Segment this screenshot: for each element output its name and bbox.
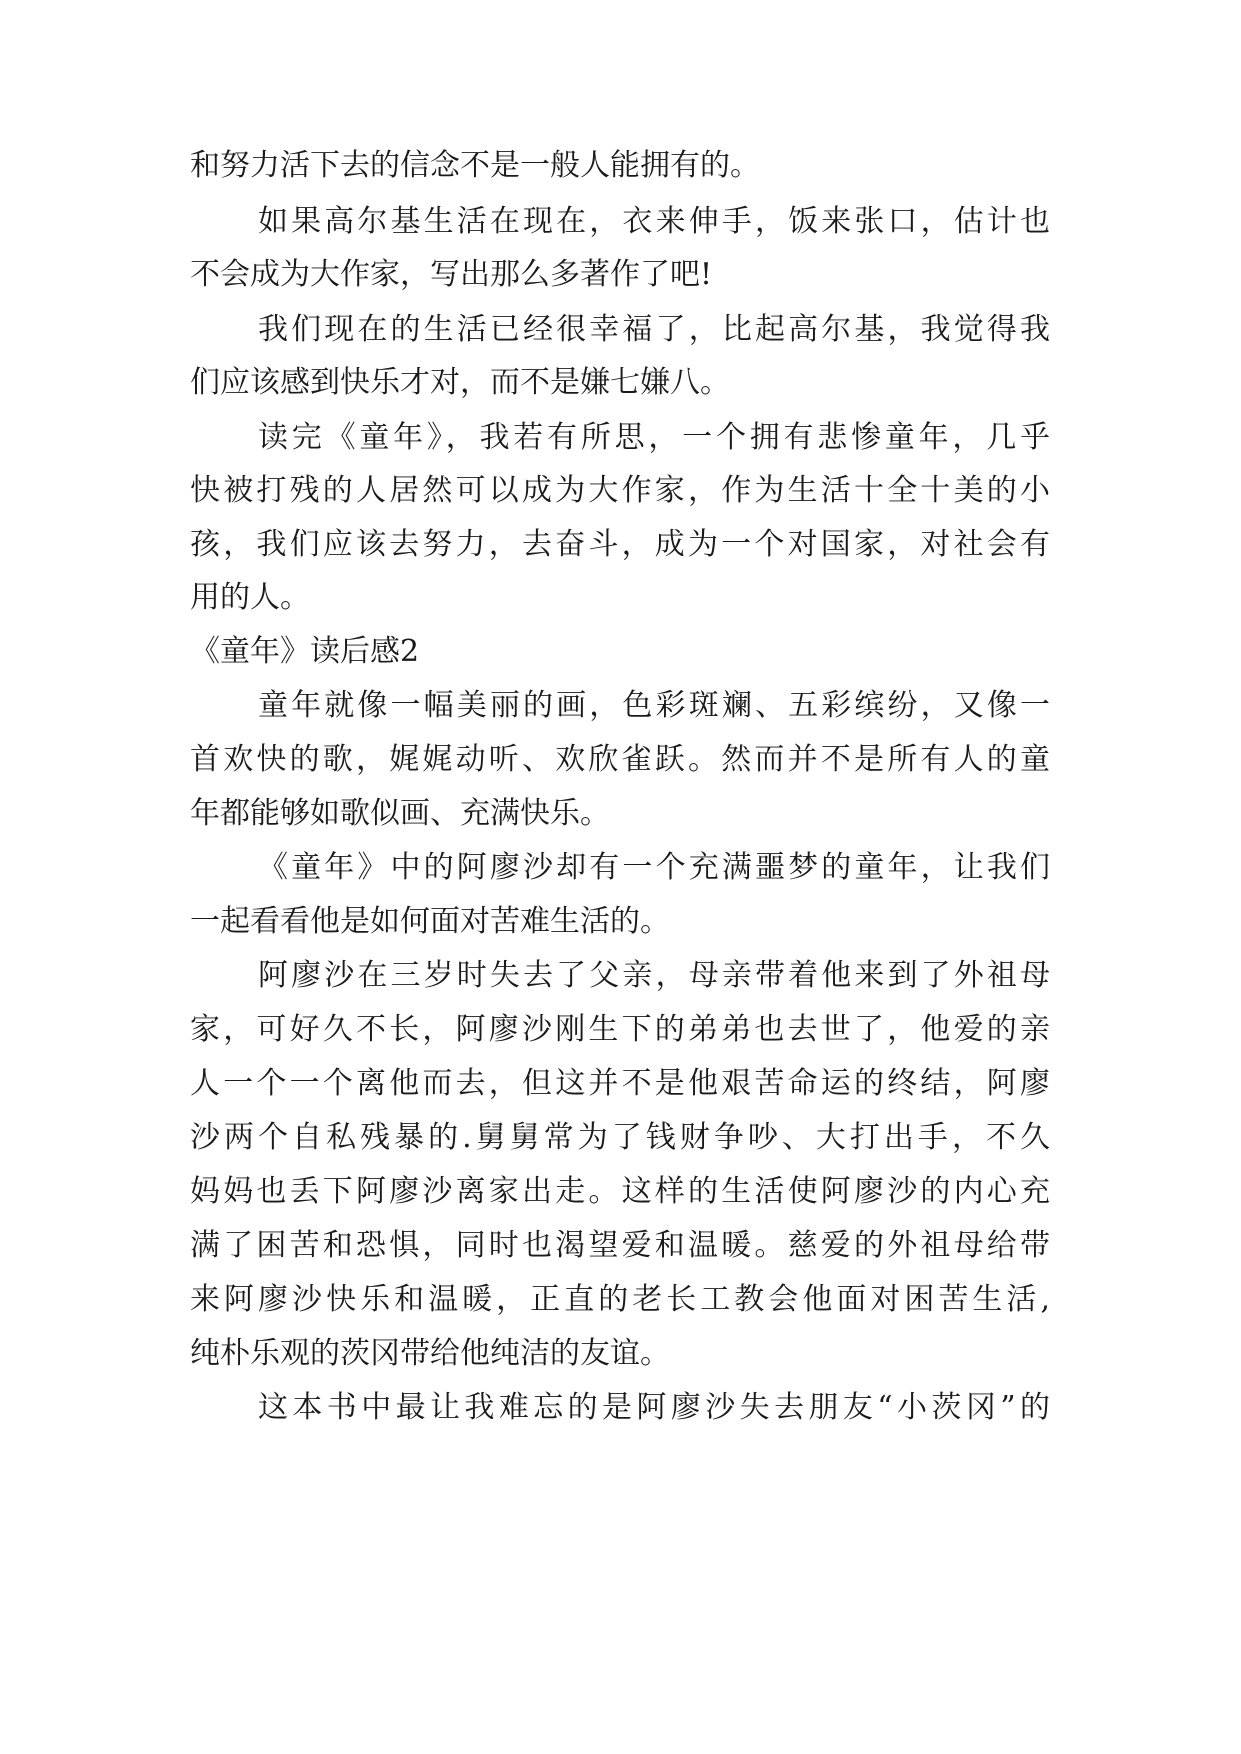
text-line: 人一个一个离他而去，但这并不是他艰苦命运的终结，阿廖 <box>190 1066 1050 1101</box>
paragraph-first-line: 童年就像一幅美丽的画，色彩斑斓、五彩缤纷，又像一 <box>258 688 1050 723</box>
text-line: 满了困苦和恐惧，同时也渴望爱和温暖。慈爱的外祖母给带 <box>190 1228 1050 1263</box>
section-heading: 《童年》读后感2 <box>190 634 420 669</box>
text-line: 们应该感到快乐才对，而不是嫌七嫌八。 <box>190 365 730 400</box>
text-line: 沙两个自私残暴的.舅舅常为了钱财争吵、大打出手，不久 <box>190 1120 1050 1155</box>
paragraph-first-line: 这本书中最让我难忘的是阿廖沙失去朋友“小茨冈”的 <box>258 1390 1050 1425</box>
paragraph-first-line: 阿廖沙在三岁时失去了父亲，母亲带着他来到了外祖母 <box>258 958 1050 993</box>
paragraph-first-line: 如果高尔基生活在现在，衣来伸手，饭来张口，估计也 <box>258 204 1050 239</box>
text-line: 一起看看他是如何面对苦难生活的。 <box>190 904 670 939</box>
paragraph-first-line: 读完《童年》，我若有所思，一个拥有悲惨童年，几乎 <box>258 420 1050 455</box>
text-line: 首欢快的歌，娓娓动听、欢欣雀跃。然而并不是所有人的童 <box>190 742 1050 777</box>
text-line: 家，可好久不长，阿廖沙刚生下的弟弟也去世了，他爱的亲 <box>190 1012 1050 1047</box>
text-line: 纯朴乐观的茨冈带给他纯洁的友谊。 <box>190 1336 670 1371</box>
paragraph-first-line: 我们现在的生活已经很幸福了，比起高尔基，我觉得我 <box>258 312 1050 347</box>
text-line: 年都能够如歌似画、充满快乐。 <box>190 796 610 831</box>
text-line: 孩，我们应该去努力，去奋斗，成为一个对国家，对社会有 <box>190 527 1050 562</box>
paragraph-first-line: 《童年》中的阿廖沙却有一个充满噩梦的童年，让我们 <box>258 850 1050 885</box>
text-line: 不会成为大作家，写出那么多著作了吧! <box>190 257 713 292</box>
text-line: 用的人。 <box>190 580 310 615</box>
text-line: 妈妈也丢下阿廖沙离家出走。这样的生活使阿廖沙的内心充 <box>190 1174 1050 1209</box>
text-line: 和努力活下去的信念不是一般人能拥有的。 <box>190 148 760 183</box>
text-line: 快被打残的人居然可以成为大作家，作为生活十全十美的小 <box>190 473 1050 508</box>
text-line: 来阿廖沙快乐和温暖，正直的老长工教会他面对困苦生活, <box>190 1282 1050 1317</box>
